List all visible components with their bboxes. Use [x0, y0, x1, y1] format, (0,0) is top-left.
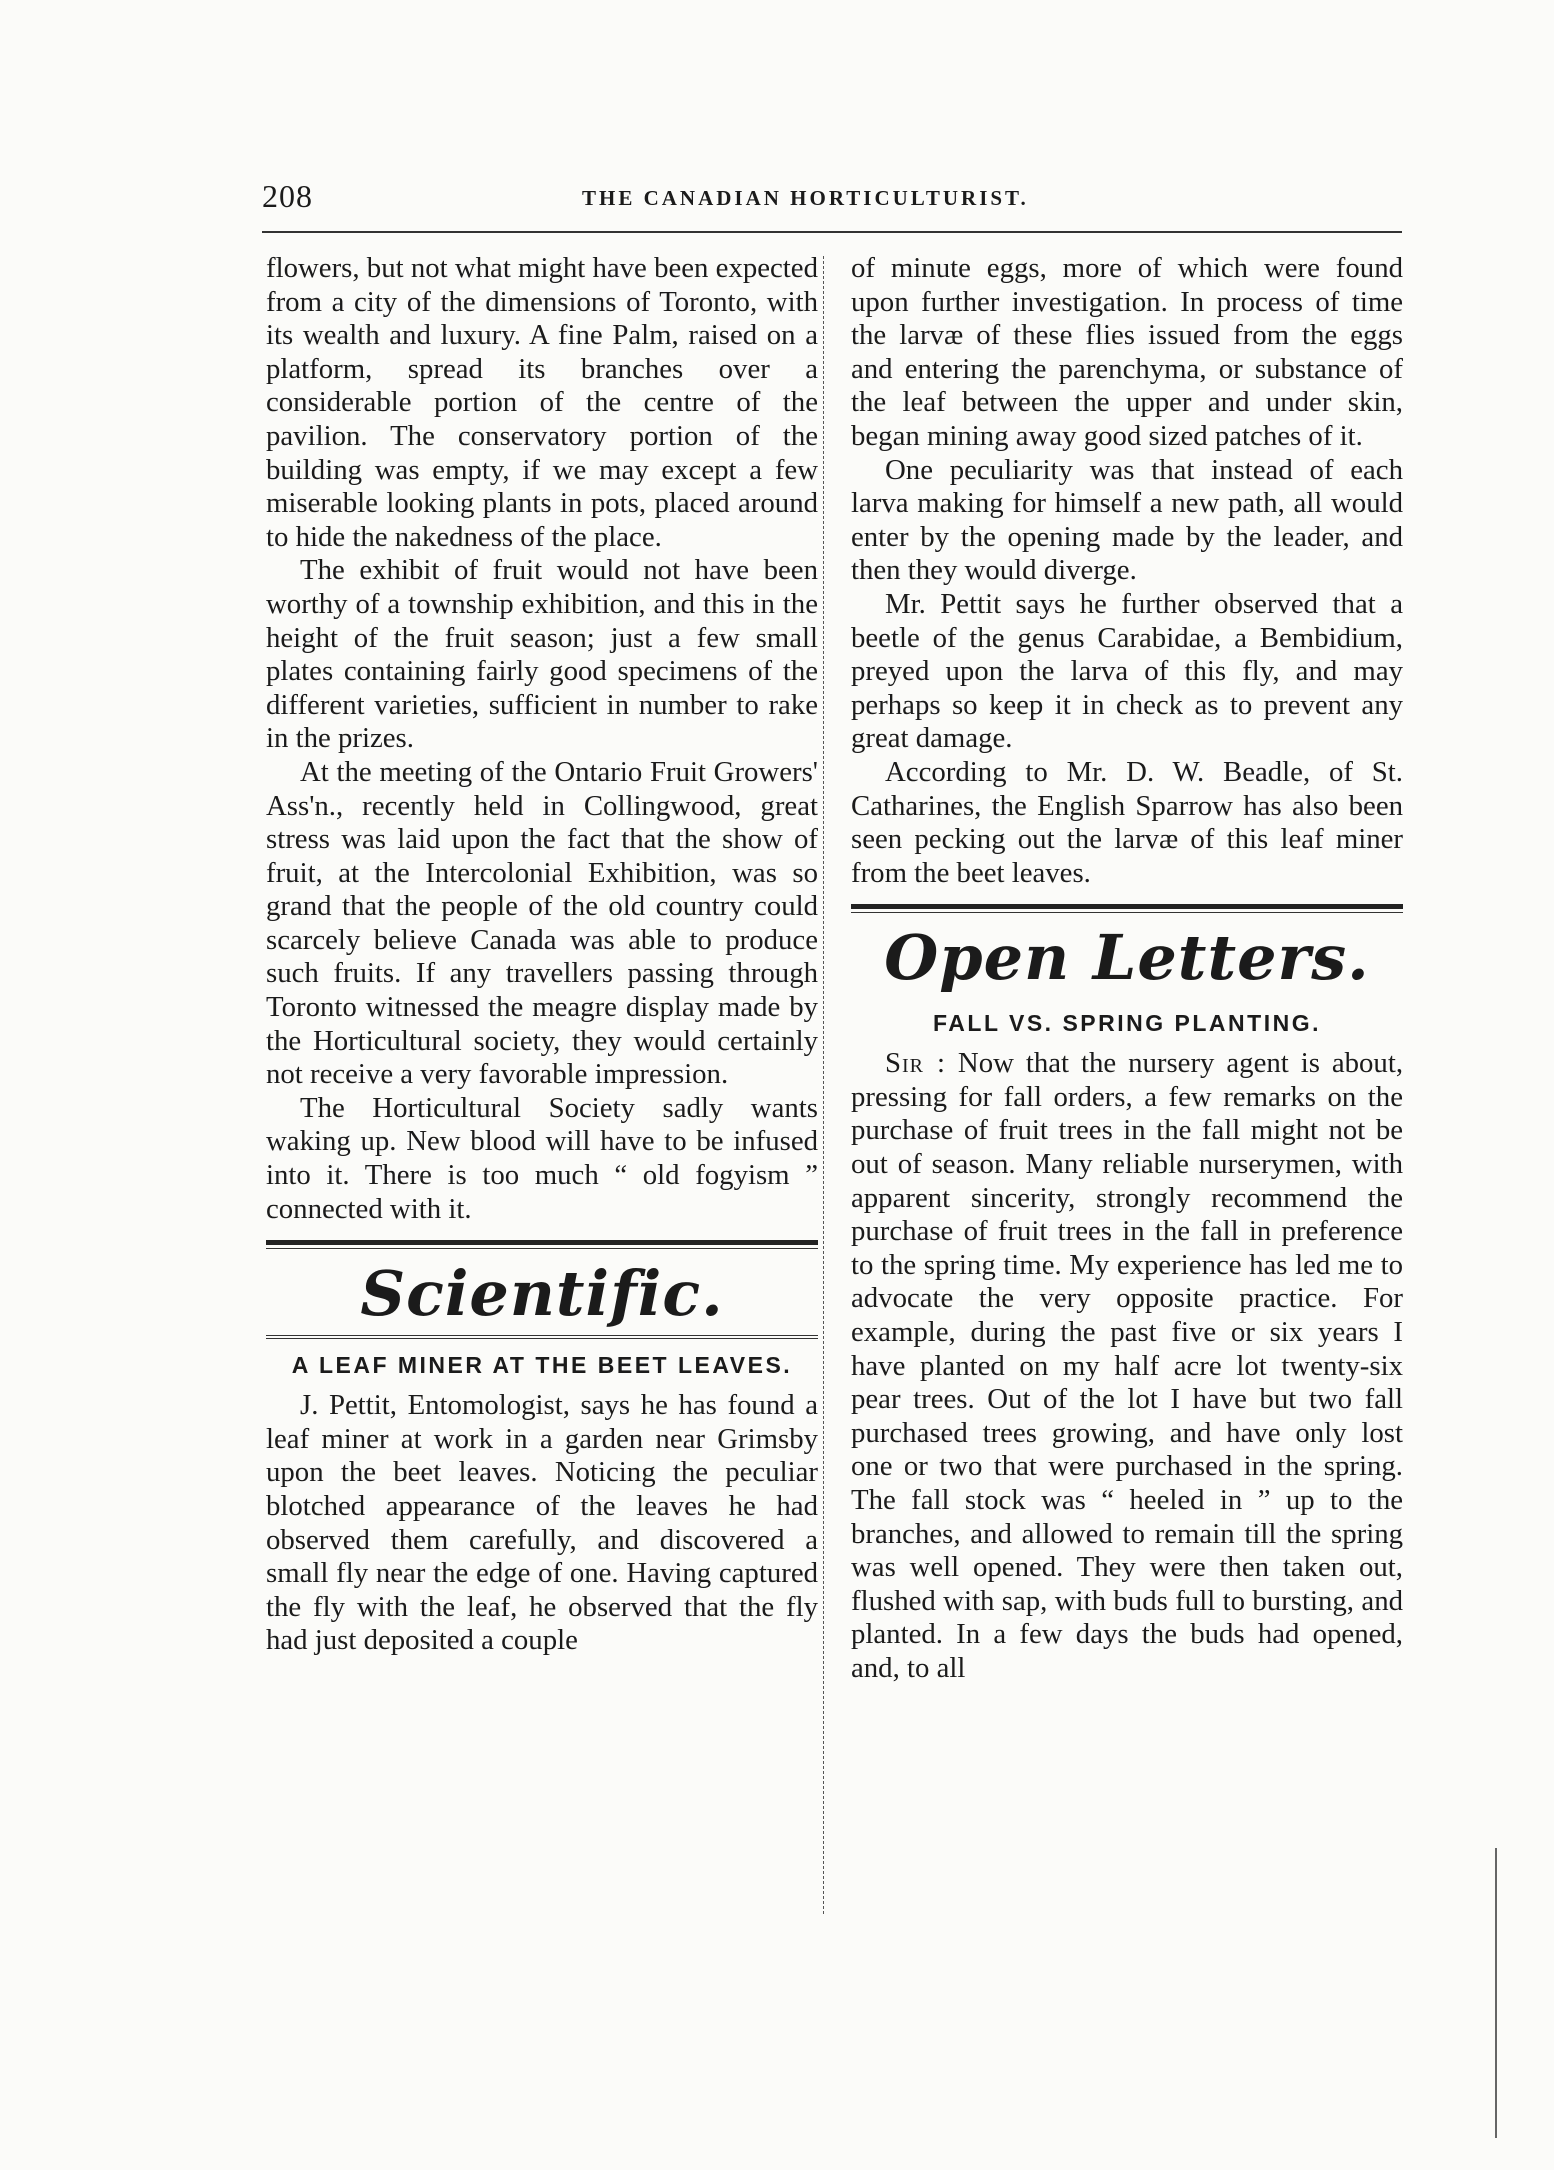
left-paragraph-1: flowers, but not what might have been expected from a city of the dimensions of Toronto, with its wealth and luxury. A fine Palm, raised on a platform, spread its branches over a considerable portion of the centre of the pavilion. The conservatory portion of the building was empty, if we may except a few miserable looking plants in pots, placed around to hide the nakedness of the place. [266, 252, 818, 553]
section-title-open-letters: Open Letters. [884, 921, 1370, 995]
article-title-fall-spring: FALL VS. SPRING PLANTING. [933, 1010, 1321, 1037]
page-number: 208 [262, 178, 313, 214]
article-title-leaf-miner: A LEAF MINER AT THE BEET LEAVES. [291, 1352, 793, 1379]
right-paragraph-1: of minute eggs, more of which were found upon further investigation. In process of time the larvæ of these flies issued from the eggs and entering the parenchyma, or substance of the leaf between the upper and under skin, began mining away good sized patches of it. [851, 252, 1403, 452]
right-column [851, 252, 1403, 1686]
right-paragraph-3: Mr. Pettit says he further observed that a beetle of the genus Carabidae, a Bembidium, preyed upon the larva of this fly, and may perhaps so keep it in check as to prevent any great damage. [851, 587, 1403, 755]
left-paragraph-2: The exhibit of fruit would not have been worthy of a township exhibition, and this in the height of the fruit season; just a few small plates containing fairly good specimens of the different varieties, sufficient in number to rake in the prizes. [266, 554, 818, 755]
right-paragraph-5 [851, 1047, 1403, 1685]
column-divider [823, 256, 824, 1914]
margin-mark [1495, 1848, 1497, 2138]
page-header [262, 176, 1402, 220]
left-column [266, 252, 818, 1658]
section-rule [851, 904, 1403, 913]
running-head: THE CANADIAN HORTICULTURIST. [582, 186, 1029, 210]
right-paragraph-4: According to Mr. D. W. Beadle, of St. Catharines, the English Sparrow has also been seen pecking out the larvæ of this leaf miner from the beet leaves. [851, 755, 1403, 889]
salutation: Sir : [885, 1047, 946, 1080]
section-title-scientific: Scientific. [360, 1257, 724, 1331]
header-rule [262, 231, 1402, 233]
left-paragraph-3: At the meeting of the Ontario Fruit Growers' Ass'n., recently held in Collingwood, great stress was laid upon the fact that the show of fruit, at the Intercolonial Exhibition, was so grand that the people of the old country could scarcely believe Canada was able to produce such fruits. If any travellers passing through Toronto witnessed the meagre display made by the Horticultural society, they would certainly not receive a very favorable impression. [266, 755, 818, 1091]
right-paragraph-2: One peculiarity was that instead of each larva making for himself a new path, all would enter by the opening made by the leader, and then they would diverge. [851, 453, 1403, 587]
left-paragraph-5: J. Pettit, Entomologist, says he has found a leaf miner at work in a garden near Grimsby upon the beet leaves. Noticing the peculiar blotched appearance of the leaves he had observed them carefully, and discovered a small fly near the edge of one. Having captured the fly with the leaf, he observed that the fly had just deposited a couple [266, 1389, 818, 1657]
right-paragraph-5-text: Now that the nursery agent is about, pressing for fall orders, a few remarks on the purchase of fruit trees in the fall might not be out of season. Many reliable nurserymen, with apparent sincerity, strongly recommend the purchase of fruit trees in the fall in preference to the spring time. My experience has led me to advocate the very opposite practice. For example, during the past five or six years I have planted on my half acre lot twenty-six pear trees. Out of the lot I have but two fall purchased trees growing, and have only lost one or two that were purchased in the spring. The fall stock was “ heeled in ” up to the branches, and allowed to remain till the spring was well opened. They were then taken out, flushed with sap, with buds full to bursting, and planted. In a few days the buds had opened, and, to all [851, 1047, 1404, 1684]
title-rule-2 [266, 1338, 818, 1339]
section-rule [266, 1240, 818, 1249]
left-paragraph-4: The Horticultural Society sadly wants waking up. New blood will have to be infused into it. There is too much “ old fogyism ” connected with it. [266, 1091, 818, 1225]
title-rule [266, 1335, 818, 1336]
